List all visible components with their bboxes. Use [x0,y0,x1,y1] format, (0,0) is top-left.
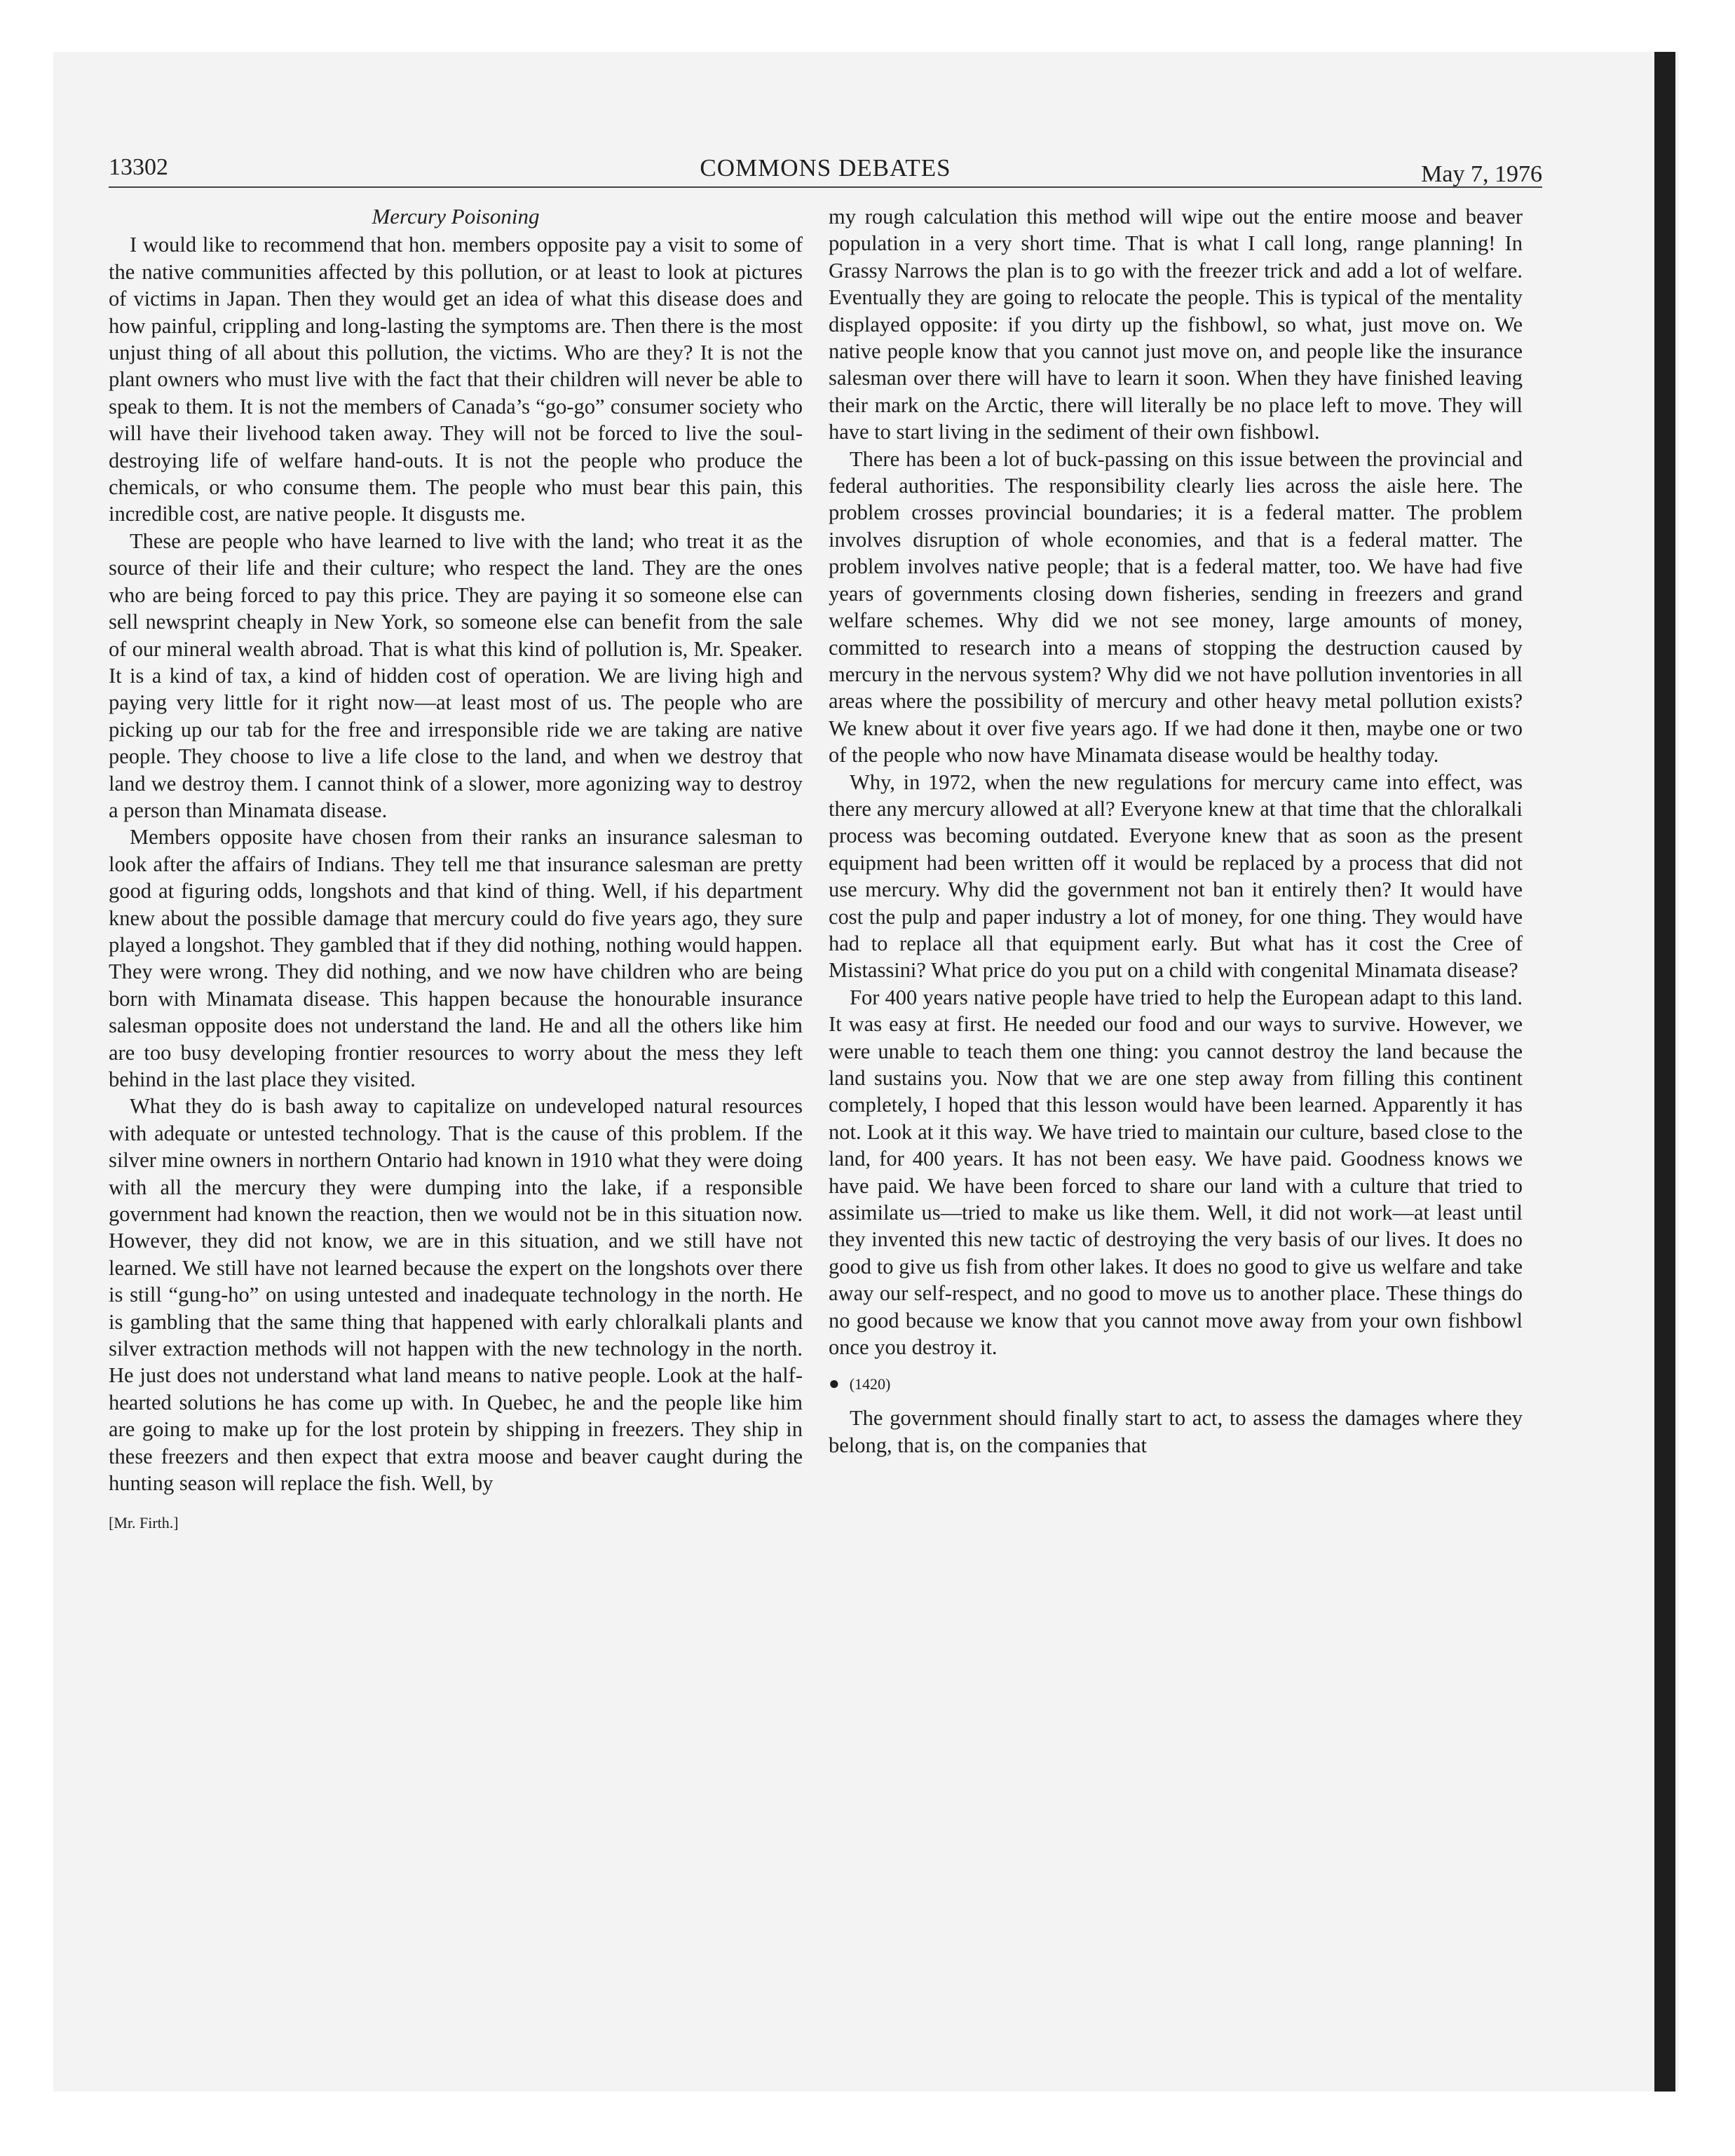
running-title: COMMONS DEBATES [700,154,951,182]
speaker-attribution: [Mr. Firth.] [109,1513,179,1531]
paragraph: I would like to recommend that hon. members opposite pay a visit to some of the native communities affected by this pollution, or at least to look at pictures of victims in Japan. Then they would get an idea of what this disease does and how painful, crippling and long-lasting the symptoms are. Then there is the most unjust thing of all about this pollution, the victims. Who are they? It is not the plant owners who must live with the fact that their children will never be able to speak to them. It is not the members of Canada’s “go-go” consumer society who will have their livehood taken away. They will not be forced to live the soul-destroying life of welfare hand-outs. It is not the people who produce the chemicals, or who consume them. The people who must bear this pain, this incredible cost, are native people. It disgusts me. [109,233,803,526]
time-marker-label: (1420) [849,1375,891,1393]
paragraph: What they do is bash away to capitalize on undeveloped natural resources with adequate or untested technology. That is the cause of this problem. If the silver mine owners in northern Ontario had known in 1910 what they were doing with all the mercury they were dumping into the lake, if a responsible government had known the reaction, then we would not be in this situation now. However, they did not know, we are in this situation, and we still have not learned. We still have not learned because the expert on the longshots over there is still “gung-ho” on using untested and inadequate technology in the north. He is gambling that the same thing that happened with early chloralkali plants and silver extraction methods will not happen with the new technology in the north. He just does not understand what land means to native people. Look at the half-hearted solutions he has come up with. In Quebec, he and the people like him are going to make up for the lost protein by shipping in freezers. They ship in these freezers and then expect that extra moose and beaver caught during the hunting season will replace the fish. Well, by [109,1094,803,1496]
page-number: 13302 [109,154,168,180]
publication-date: May 7, 1976 [1421,161,1542,187]
paragraph: Members opposite have chosen from their ranks an insurance salesman to look after the affairs of Indians. They tell me that insurance salesman are pretty good at figuring odds, longshots and that kind of thing. Well, if his department knew about the possible damage that mercury could do five years ago, they sure played a longshot. They gambled that if they did nothing, nothing would happen. They were wrong. They did nothing, and we now have children who are being born with Minamata disease. This happen because the honourable insurance salesman opposite does not understand the land. He and all the others like him are too busy developing frontier resources to worry about the mess they left behind in the last place they visited. [109,825,803,1091]
paragraph: my rough calculation this method will wipe out the entire moose and beaver population in a very short time. That is what I call long, range planning! In Grassy Narrows the plan is to go with the freezer trick and add a lot of welfare. Eventually they are going to relocate the people. This is typical of the mentality displayed opposite: if you dirty up the fishbowl, so what, just move on. We native people know that you cannot just move on, and people like the insurance salesman over there will have to learn it soon. When they have finished leaving their mark on the Arctic, there will literally be no place left to move. They will have to start living in the sediment of their own fishbowl. [829,205,1523,444]
page-header [109,154,1542,189]
section-title: Mercury Poisoning [372,204,540,228]
paragraph: These are people who have learned to live with the land; who treat it as the source of their life and their culture; who respect the land. They are the ones who are being forced to pay this price. They are paying it so someone else can sell newsprint cheaply in New York, so someone else can benefit from the sale of our mineral wealth abroad. That is what this kind of pollution is, Mr. Speaker. It is a kind of tax, a kind of hidden cost of operation. We are living high and paying very little for it right now—at least most of us. The people who are picking up our tab for the free and irresponsible ride we are taking are native people. They choose to live a life close to the land, and when we destroy that land we destroy them. I cannot think of a slower, more agonizing way to destroy a person than Minamata disease. [109,528,803,822]
bullet-icon: ● [829,1373,840,1394]
header-rule [109,186,1542,188]
left-column [109,203,803,1534]
paragraph: The government should finally start to act, to assess the damages where they belong, that is, on the companies that [829,1406,1523,1457]
binding-edge [1654,52,1675,2092]
paragraph: For 400 years native people have tried to help the European adapt to this land. It was easy at first. He needed our food and our ways to survive. However, we were unable to teach them one thing: you cannot destroy the land because the land sustains you. Now that we are one step away from filling this continent completely, I hoped that this lesson would have been learned. Apparently it has not. Look at it this way. We have tried to maintain our culture, based close to the land, for 400 years. It has not been easy. We have paid. Goodness knows we have paid. We have been forced to share our land with a culture that tried to assimilate us—tried to make us like them. Well, it did not work—at least until they invented this new tactic of destroying the very basis of our lives. It does no good to give us fish from other lakes. It does no good to give us welfare and take away our self-respect, and no good to move us to another place. These things do no good because we know that you cannot move away from your own fishbowl once you destroy it. [829,985,1523,1360]
right-column [829,203,1523,1459]
paragraph: Why, in 1972, when the new regulations for mercury came into effect, was there any mercury allowed at all? Everyone knew at that time that the chloralkali process was becoming outdated. Everyone knew that as soon as the present equipment had been written off it would be replaced by a process that did not use mercury. Why did the government not ban it entirely then? It would have cost the pulp and paper industry a lot of money, for one thing. They would have had to replace all that equipment early. But what has it cost the Cree of Mistassini? What price do you put on a child with congenital Minamata disease? [829,770,1523,983]
paragraph: There has been a lot of buck-passing on this issue between the provincial and federal authorities. The responsibility clearly lies across the aisle here. The problem crosses provincial boundaries; it is a federal matter. The problem involves disruption of whole economies, and that is a federal matter. The problem involves native people; that is a federal matter, too. We have had five years of governments closing down fisheries, sending in freezers and grand welfare schemes. Why did we not see money, large amounts of money, committed to research into a means of stopping the destruction caused by mercury in the nervous system? Why did we not have pollution inventories in all areas where the possibility of mercury and other heavy metal pollution exists? We knew about it over five years ago. If we had done it then, maybe one or two of the people who now have Minamata disease would be healthy today. [829,446,1523,767]
time-marker [829,1373,1523,1395]
